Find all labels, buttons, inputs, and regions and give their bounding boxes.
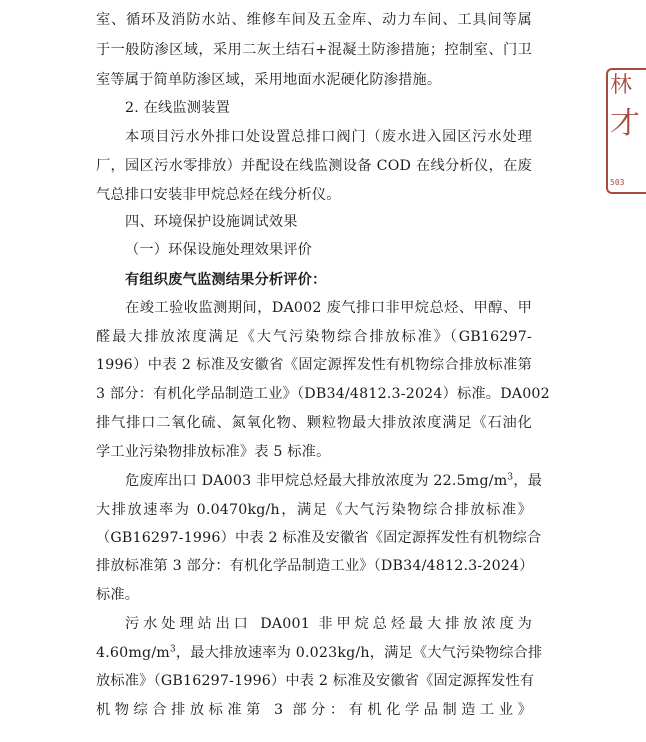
text-line: 污水处理站出口 DA001 非甲烷总烃最大排放浓度为 [125, 616, 532, 632]
text-line: 机物综合排放标准第 3 部分：有机化学品制造工业》 [96, 702, 532, 718]
subsection-heading: （一）环保设施处理效果评价 [125, 242, 313, 258]
text-line: 室、循环及消防水站、维修车间及五金库、动力车间、工具间等属 [96, 12, 532, 28]
text-line: （GB16297-1996）中表 2 标准及安徽省《固定源挥发性有机物综合 [96, 530, 542, 546]
text-line: 排气排口二氧化硫、氮氧化物、颗粒物最大排放浓度满足《石油化 [96, 415, 532, 431]
seal-stamp [604, 68, 640, 194]
seal-code: 503 [610, 178, 625, 187]
bold-heading: 有组织废气监测结果分析评价： [125, 272, 327, 288]
text-line: 放标准》（GB16297-1996）中表 2 标准及安徽省《固定源挥发性有 [96, 673, 535, 689]
text-line: 3 部分：有机化学品制造工业》（DB34/4812.3-2024）标准。DA002 [96, 386, 550, 402]
text-line: 标准。 [96, 587, 140, 603]
text-line: 在竣工验收监测期间，DA002 废气排口非甲烷总烃、甲醇、甲 [125, 300, 532, 316]
text-line: 室等属于简单防渗区域，采用地面水泥硬化防渗措施。 [96, 72, 442, 88]
text-line: 大排放速率为 0.0470kg/h，满足《大气污染物综合排放标准》 [96, 502, 532, 518]
text-line: $4.60mg/m^3$，最大排放速率为 0.023kg/h，满足《大气污染物综合排 [96, 644, 543, 661]
text-line: 于一般防渗区域，采用二灰土结石+混凝土防渗措施；控制室、门卫 [96, 42, 532, 58]
text-line: 本项目污水外排口处设置总排口阀门（废水进入园区污水处理 [125, 129, 532, 145]
text-line: 排放标准第 3 部分：有机化学品制造工业》（DB34/4812.3-2024） [96, 558, 534, 574]
seal-char: 才 [610, 106, 640, 141]
seal-char: 林 [610, 73, 633, 98]
text-line: 1996）中表 2 标准及安徽省《固定源挥发性有机物综合排放标准第 [96, 357, 532, 373]
text-line: 厂，园区污水零排放）并配设在线监测设备 COD 在线分析仪，在废 [96, 158, 532, 174]
text-line: 醛最大排放浓度满足《大气污染物综合排放标准》（GB16297- [96, 329, 532, 345]
text-line: 学工业污染物排放标准》表 5 标准。 [96, 444, 331, 460]
section-heading: 四、环境保护设施调试效果 [125, 214, 298, 230]
section-heading: 2. 在线监测装置 [125, 100, 230, 116]
text-line: 危废库出口 DA003 非甲烷总烃最大排放浓度为 $22.5mg/m^3$，最 [125, 472, 543, 489]
text-line: 气总排口安装非甲烷总烃在线分析仪。 [96, 187, 341, 203]
